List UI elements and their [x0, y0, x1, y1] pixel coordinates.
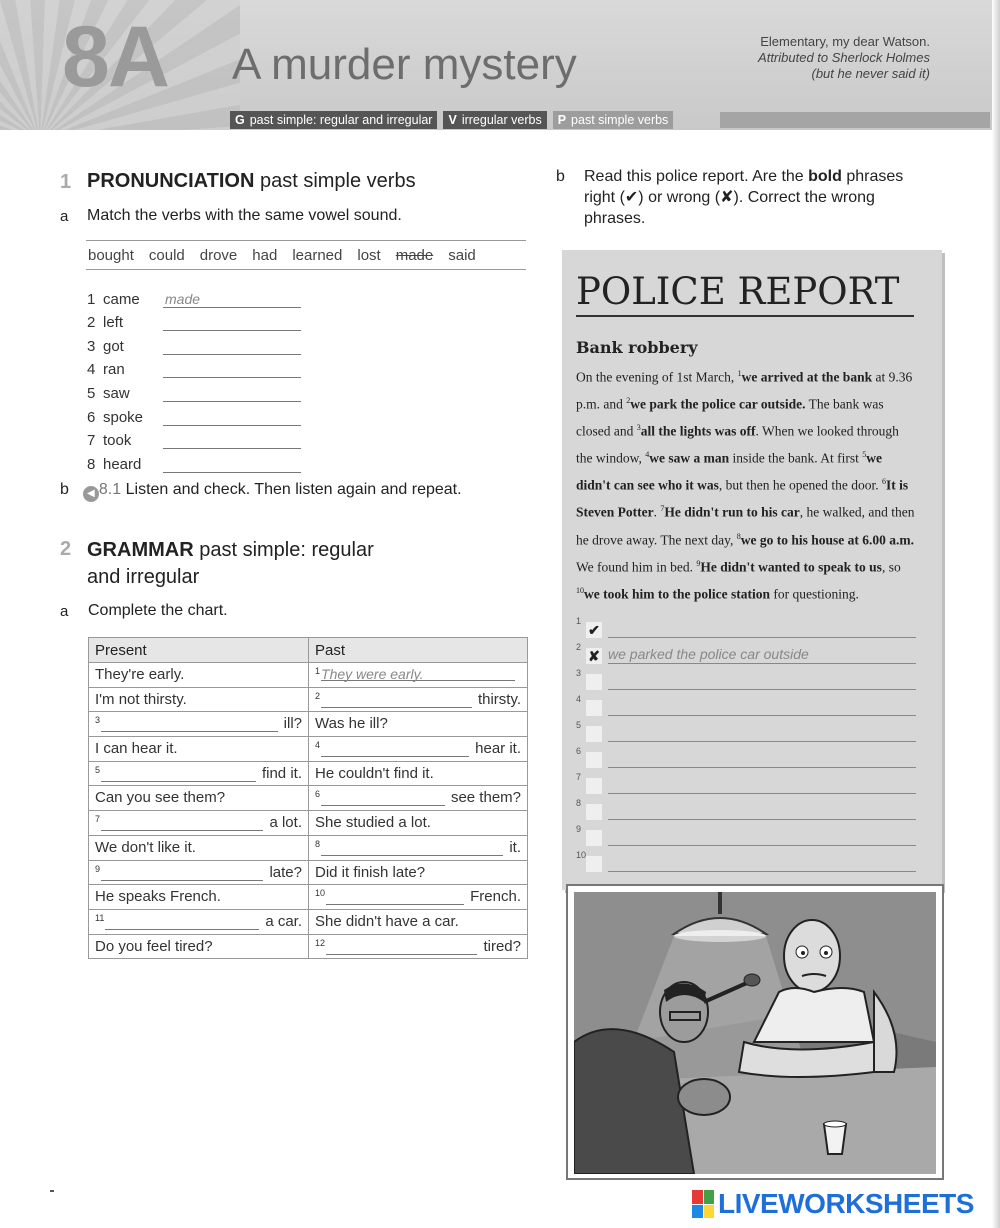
verb-row [87, 308, 301, 332]
phrase-number: 7 [660, 504, 665, 514]
present-suffix: find it. [261, 764, 302, 782]
liveworksheets-logo-icon [692, 1190, 714, 1218]
answer-row [576, 768, 916, 794]
verb-answer-field[interactable] [163, 361, 301, 378]
answer-row [576, 820, 916, 846]
word-bank-item: had [252, 246, 278, 264]
section-1-number: 1 [60, 171, 72, 193]
report-text: , but then he opened the door. [718, 477, 882, 493]
logo-square-yellow [704, 1205, 715, 1219]
past-suffix: hear it. [475, 740, 521, 758]
exercise-1a-instruction: Match the verbs with the same vowel sound. [87, 207, 402, 224]
table-row [89, 909, 528, 934]
grammar-chart [88, 637, 528, 959]
right-wrong-checkbox[interactable]: ✘ [586, 648, 602, 664]
table-row [89, 835, 528, 860]
pronunciation-tag: P past simple verbs [553, 111, 674, 129]
report-text: inside the bank. At first [729, 450, 863, 466]
present-cell: We don't like it. [89, 835, 309, 860]
item-number: 8 [315, 838, 321, 849]
past-answer-field[interactable] [321, 693, 472, 708]
word-bank-item: said [448, 246, 476, 264]
past-cell: Was he ill? [309, 712, 528, 737]
word-bank-item: bought [88, 246, 134, 264]
item-number: 5 [95, 764, 101, 775]
correction-field[interactable] [608, 854, 916, 872]
verb-word: came [103, 290, 140, 308]
item-number: 2 [315, 690, 321, 701]
lesson-tags [230, 111, 673, 129]
correction-field[interactable] [608, 828, 916, 846]
answer-number: 6 [576, 746, 582, 756]
verb-word: took [103, 432, 132, 450]
item-number: 4 [315, 740, 321, 751]
bold-phrase: we took him to the police station [584, 586, 770, 602]
interrogation-scene-image [574, 892, 936, 1174]
section-1-title: PRONUNCIATION past simple verbs [87, 170, 416, 192]
verb-number: 1 [87, 290, 96, 308]
past-answer-field[interactable] [321, 742, 469, 757]
bold-phrase: He didn't wanted to speak to us [700, 559, 882, 575]
table-row [89, 737, 528, 762]
past-suffix: it. [509, 838, 521, 856]
exercise-1b-instruction: Listen and check. Then listen again and repeat. [125, 481, 462, 498]
report-text: at 9.36 p.m. and [576, 369, 913, 412]
verb-word: saw [103, 384, 130, 402]
report-text: The bank was closed and [576, 396, 884, 439]
present-answer-field[interactable] [101, 816, 263, 831]
exercise-1b-letter: b [60, 481, 69, 498]
verb-row [87, 426, 301, 450]
past-cell: He couldn't find it. [309, 761, 528, 786]
interrogation-illustration [566, 884, 944, 1180]
page-title: A murder mystery [232, 40, 577, 89]
answer-number: 7 [576, 772, 582, 782]
verb-word: spoke [103, 408, 144, 426]
correction-field[interactable] [608, 620, 916, 638]
right-wrong-checkbox[interactable] [586, 804, 602, 820]
present-cell [89, 811, 309, 836]
table-row [89, 860, 528, 885]
correction-field[interactable] [608, 724, 916, 742]
report-text: On the evening of 1st March, [576, 369, 738, 385]
word-bank-item: learned [292, 246, 343, 264]
liveworksheets-logo-text: LIVEWORKSHEETS [718, 1188, 974, 1219]
present-suffix: a car. [265, 912, 302, 930]
table-row [89, 663, 528, 688]
present-cell: I can hear it. [89, 737, 309, 762]
past-answer-field[interactable] [326, 890, 464, 905]
report-heading: Bank robbery [576, 338, 698, 357]
phrase-number: 10 [576, 585, 584, 595]
present-cell [89, 909, 309, 934]
item-number: 7 [95, 814, 101, 825]
verb-number: 4 [87, 361, 96, 379]
report-text: . [653, 504, 661, 520]
logo-square-red [692, 1190, 703, 1204]
verb-answer-field[interactable] [163, 385, 301, 402]
section-2-title: GRAMMAR past simple: regular and irregular [87, 539, 374, 588]
answer-row [576, 846, 916, 872]
correction-field[interactable] [608, 750, 916, 768]
right-wrong-checkbox[interactable] [586, 830, 602, 846]
present-suffix: late? [269, 863, 302, 881]
bold-phrase: It is Steven Potter [576, 477, 909, 520]
present-cell: They're early. [89, 663, 309, 688]
answer-list [576, 612, 916, 872]
verb-number: 7 [87, 432, 96, 450]
verb-row [87, 355, 301, 379]
verb-matching-list [87, 284, 301, 473]
phrase-number: 6 [881, 477, 886, 487]
verb-number: 2 [87, 314, 96, 332]
word-bank-item: lost [357, 246, 381, 264]
quote-attribution: Attributed to Sherlock Holmes [758, 50, 930, 65]
liveworksheets-logo[interactable] [692, 1188, 974, 1220]
bold-phrase: all the lights was off [640, 423, 756, 439]
present-answer-field[interactable] [101, 717, 278, 732]
report-body [576, 362, 916, 606]
past-suffix: thirsty. [477, 690, 521, 708]
answer-number: 10 [576, 850, 587, 860]
answer-number: 2 [576, 642, 582, 652]
report-text: for questioning. [770, 586, 859, 602]
right-wrong-checkbox[interactable] [586, 674, 602, 690]
past-cell [309, 835, 528, 860]
correction-field[interactable] [608, 672, 916, 690]
table-row [89, 934, 528, 959]
answer-number: 3 [576, 668, 582, 678]
table-row [89, 712, 528, 737]
page-header [0, 0, 1000, 130]
item-number: 10 [315, 888, 326, 899]
answer-number: 5 [576, 720, 582, 730]
item-number: 11 [95, 912, 105, 923]
answer-number: 8 [576, 798, 582, 808]
bold-phrase: we park the police car outside. [630, 396, 806, 412]
report-text: . When we looked through the window, [576, 423, 899, 466]
table-row [89, 811, 528, 836]
bold-phrase: we didn't can see who it was [576, 450, 882, 493]
correction-field[interactable] [608, 802, 916, 820]
table-row [89, 761, 528, 786]
verb-number: 8 [87, 455, 96, 473]
word-bank-item: could [148, 246, 185, 264]
verb-word: left [103, 314, 124, 332]
table-row [89, 786, 528, 811]
unit-number: 8A [62, 9, 168, 105]
answer-number: 1 [576, 616, 582, 626]
header-quote [758, 34, 930, 82]
past-suffix: French. [470, 888, 521, 906]
right-wrong-checkbox[interactable] [586, 726, 602, 742]
word-bank-item: drove [199, 246, 238, 264]
past-answer-field[interactable]: They were early. [321, 666, 515, 681]
phrase-number: 5 [862, 450, 867, 460]
answer-row [576, 690, 916, 716]
past-cell [309, 737, 528, 762]
verb-answer-field[interactable] [163, 456, 301, 473]
quote-text: Elementary, my dear Watson. [760, 34, 930, 49]
answer-row [576, 638, 916, 664]
present-answer-field[interactable] [101, 866, 263, 881]
phrase-number: 9 [696, 558, 701, 568]
present-cell: Do you feel tired? [89, 934, 309, 959]
verb-word: got [103, 337, 124, 355]
verb-word: ran [103, 361, 125, 379]
past-cell [309, 786, 528, 811]
word-bank [86, 240, 526, 270]
present-answer-field[interactable] [101, 767, 256, 782]
phrase-number: 8 [736, 531, 741, 541]
exercise-b-letter: b [556, 168, 565, 185]
answer-row [576, 664, 916, 690]
answer-row [576, 612, 916, 638]
phrase-number: 3 [636, 423, 641, 433]
logo-square-green [704, 1190, 715, 1204]
bold-phrase: we arrived at the bank [741, 369, 873, 385]
verb-answer-field[interactable] [163, 409, 301, 426]
report-text: , he walked, and then he drove away. The next day, [576, 504, 915, 548]
verb-number: 6 [87, 408, 96, 426]
phrase-number: 4 [645, 450, 650, 460]
quote-note: (but he never said it) [811, 66, 930, 81]
right-wrong-checkbox[interactable]: ✔ [586, 622, 602, 638]
present-suffix: a lot. [269, 814, 302, 832]
past-cell: She studied a lot. [309, 811, 528, 836]
correction-field[interactable]: we parked the police car outside [608, 646, 916, 664]
right-wrong-checkbox[interactable] [586, 856, 602, 872]
exercise-2a-instruction: Complete the chart. [88, 602, 228, 619]
past-cell [309, 885, 528, 910]
verb-answer-field[interactable] [163, 338, 301, 355]
report-title: POLICE REPORT [576, 270, 914, 317]
item-number: 1 [315, 666, 321, 676]
vocabulary-tag: V irregular verbs [443, 111, 546, 129]
word-bank-item: made [395, 246, 434, 264]
exercise-b-instruction: b Read this police report. Are the bold phrases right (✔) or wrong (✘). Correct the wrong phrases. [556, 168, 904, 227]
exercise-2a-letter: a [60, 603, 69, 620]
correction-field[interactable] [608, 698, 916, 716]
exercise-1b [60, 481, 462, 502]
bold-phrase: we go to his house at 6.00 a.m. [740, 532, 914, 548]
verb-row [87, 284, 301, 308]
item-number: 12 [315, 937, 326, 948]
answer-row [576, 716, 916, 742]
past-suffix: see them? [450, 789, 521, 807]
answer-number: 4 [576, 694, 582, 704]
past-cell [309, 934, 528, 959]
answer-number: 9 [576, 824, 582, 834]
logo-square-blue [692, 1205, 703, 1219]
footer-mark [50, 1190, 54, 1192]
verb-row [87, 331, 301, 355]
exercise-1a-letter: a [60, 208, 69, 225]
past-cell: Did it finish late? [309, 860, 528, 885]
answer-row [576, 794, 916, 820]
right-wrong-checkbox[interactable] [586, 752, 602, 768]
past-cell: She didn't have a car. [309, 909, 528, 934]
verb-row [87, 402, 301, 426]
past-cell [309, 687, 528, 712]
verb-number: 5 [87, 384, 96, 402]
column-header-past: Past [309, 638, 528, 663]
audio-icon[interactable]: ◀ [83, 486, 99, 502]
header-bar [720, 112, 990, 128]
past-answer-field[interactable] [321, 841, 503, 856]
item-number: 6 [315, 789, 321, 800]
section-2-number: 2 [60, 538, 72, 560]
bold-phrase: we saw a man [649, 450, 730, 466]
table-row [89, 885, 528, 910]
present-cell [89, 860, 309, 885]
bold-phrase: He didn't run to his car [664, 504, 800, 520]
grammar-tag: G past simple: regular and irregular [230, 111, 437, 129]
answer-row [576, 742, 916, 768]
police-report-panel [562, 250, 942, 890]
right-wrong-checkbox[interactable] [586, 700, 602, 716]
verb-answer-field[interactable] [163, 432, 301, 449]
verb-row [87, 378, 301, 402]
verb-word: heard [103, 455, 142, 473]
present-answer-field[interactable] [105, 915, 259, 930]
present-suffix: ill? [283, 715, 302, 733]
verb-row [87, 449, 301, 473]
correction-field[interactable] [608, 776, 916, 794]
item-number: 3 [95, 715, 101, 726]
report-text: We found him in bed. [576, 559, 697, 575]
present-cell: I'm not thirsty. [89, 687, 309, 712]
present-cell [89, 712, 309, 737]
phrase-number: 2 [626, 396, 631, 406]
item-number: 9 [95, 863, 101, 874]
past-suffix: tired? [483, 937, 521, 955]
verb-number: 3 [87, 337, 96, 355]
past-answer-field[interactable] [321, 791, 445, 806]
present-cell: Can you see them? [89, 786, 309, 811]
audio-track-number: 8.1 [98, 481, 122, 498]
phrase-number: 1 [737, 369, 742, 378]
present-cell: He speaks French. [89, 885, 309, 910]
table-row [89, 687, 528, 712]
page-edge-shadow [992, 0, 1000, 1228]
verb-answer-field[interactable] [163, 314, 301, 331]
past-cell [309, 663, 528, 688]
verb-answer-field[interactable]: made [163, 291, 301, 308]
present-cell [89, 761, 309, 786]
report-text: , so [881, 559, 901, 575]
right-wrong-checkbox[interactable] [586, 778, 602, 794]
column-header-present: Present [89, 638, 309, 663]
past-answer-field[interactable] [326, 940, 477, 955]
